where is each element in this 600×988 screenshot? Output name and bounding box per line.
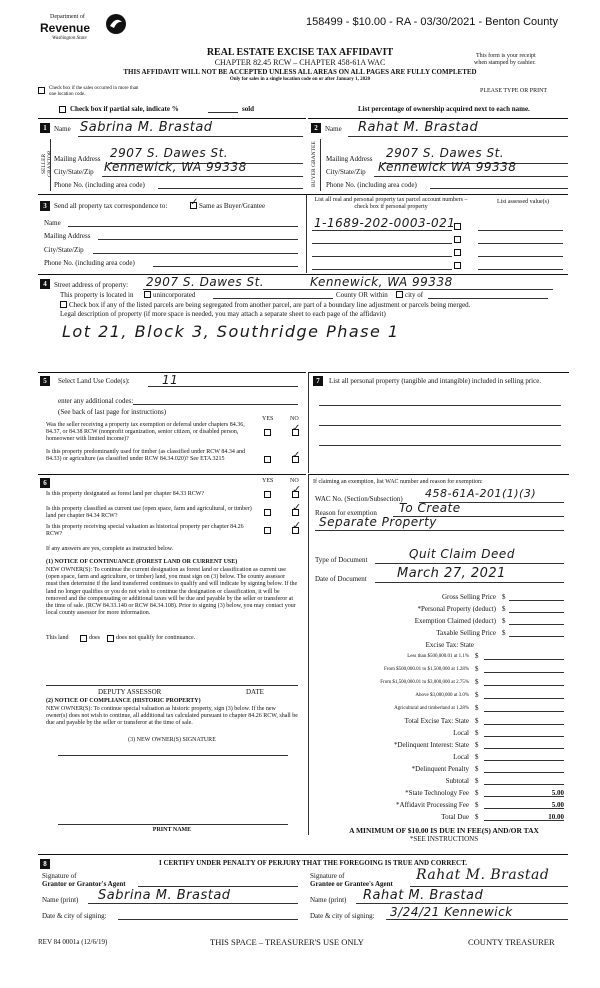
bracket-5-value[interactable] bbox=[484, 711, 564, 712]
section-2-badge: 2 bbox=[311, 123, 321, 133]
grantor-date-city-label: Date & city of signing: bbox=[42, 912, 107, 920]
taxable-value[interactable] bbox=[509, 636, 564, 637]
personal-property-line-1[interactable] bbox=[319, 405, 561, 406]
grantor-date-city-line[interactable] bbox=[118, 919, 298, 920]
local-label: Local bbox=[453, 729, 469, 737]
buyer-name[interactable]: Rahat M. Brastad bbox=[358, 120, 479, 135]
use-note: Only for sales in a single location code on or after January 1, 2020 bbox=[229, 77, 371, 82]
logo-revenue: Revenue bbox=[40, 21, 91, 35]
see-back-label: (See back of last page for instructions) bbox=[58, 408, 167, 416]
exemption-value[interactable] bbox=[509, 624, 564, 625]
seller-phone-label: Phone No. (including area code) bbox=[54, 181, 145, 189]
bracket-3-value[interactable] bbox=[484, 685, 564, 686]
seller-city[interactable]: Kennewick, WA 99338 bbox=[104, 160, 247, 174]
legal-description[interactable]: Lot 21, Block 3, Southridge Phase 1 bbox=[62, 322, 400, 341]
s3-phone-line[interactable] bbox=[153, 266, 298, 267]
street-city[interactable]: Kennewick, WA 99338 bbox=[310, 275, 453, 289]
deputy-label: DEPUTY ASSESSOR bbox=[98, 688, 162, 696]
buyer-city[interactable]: Kennewick WA 99338 bbox=[378, 160, 517, 174]
s3-mailing-label: Mailing Address bbox=[44, 232, 91, 240]
gross-value[interactable] bbox=[509, 600, 564, 601]
s3-name-label: Name bbox=[44, 219, 61, 227]
s6-q3-yes[interactable] bbox=[264, 527, 271, 534]
additional-codes-line[interactable] bbox=[133, 404, 298, 405]
section-8-badge: 8 bbox=[40, 859, 50, 869]
buyer-phone-line[interactable] bbox=[430, 188, 568, 189]
multi-location-label: Check box if the sales occurred in more than one location code. bbox=[49, 86, 139, 97]
parcel-header: List all real and personal property tax parcel account numbers – check box if personal property bbox=[314, 197, 468, 210]
delinq-penalty-value[interactable] bbox=[484, 772, 564, 773]
buyer-phone-label: Phone No. (including area code) bbox=[326, 181, 417, 189]
boundary-note: Check box if any of the listed parcels are being segregated from another parcel, are part of a boundary line adjustment or parcels being merged. bbox=[69, 301, 471, 309]
local-dollar: $ bbox=[475, 729, 479, 737]
county-treasurer: COUNTY TREASURER bbox=[468, 937, 555, 947]
taxable-label: Taxable Selling Price bbox=[436, 629, 496, 637]
tech-fee-dollar: $ bbox=[475, 789, 479, 797]
proc-fee-label: *Affidavit Processing Fee bbox=[396, 801, 469, 809]
bracket-2-label: From $500,000.01 to $1,500,000 at 1.28% bbox=[384, 667, 469, 672]
grantor-print-name[interactable]: Sabrina M. Brastad bbox=[98, 888, 231, 903]
street-address[interactable]: 2907 S. Dawes St. bbox=[146, 275, 265, 289]
receipt-note-1: This form is your receipt bbox=[476, 53, 536, 59]
section-6-badge: 6 bbox=[40, 478, 50, 488]
doc-date-label: Date of Document bbox=[315, 575, 367, 583]
print-name-line[interactable] bbox=[58, 824, 288, 825]
buyer-city-label: City/State/Zip bbox=[326, 168, 366, 176]
land-does-label: does bbox=[89, 635, 100, 641]
legal-label: Legal description of property (if more space is needed, you may attach a separate sheet to each page of the affidavit) bbox=[60, 310, 386, 318]
s6-no-header: NO bbox=[290, 478, 299, 484]
s5-q1-no-check: ✓ bbox=[292, 423, 301, 434]
bracket-5-dollar: $ bbox=[475, 704, 479, 712]
total-due-dollar: $ bbox=[475, 813, 479, 821]
city-of-line[interactable] bbox=[428, 298, 548, 299]
total-due-label: Total Due bbox=[441, 813, 469, 821]
section-7-badge: 7 bbox=[313, 376, 323, 386]
personal-property-label: List all personal property (tangible and intangible) included in selling price. bbox=[329, 377, 542, 385]
form-subtitle: CHAPTER 82.45 RCW – CHAPTER 458-61A WAC bbox=[214, 58, 386, 67]
minimum-note: A MINIMUM OF $10.00 IS DUE IN FEE(S) AND/OR TAX bbox=[349, 826, 539, 835]
s6-q2: Is this property classified as current use (open space, farm and agricultural, or timber) land per chapter 84.34 RCW? bbox=[46, 506, 252, 519]
delinq-penalty-label: *Delinquent Penalty bbox=[411, 765, 469, 773]
new-owner-sig-label: (3) NEW OWNER(S) SIGNATURE bbox=[128, 737, 216, 743]
assessed-1-line[interactable] bbox=[478, 230, 563, 231]
parcel-2-personal-checkbox[interactable] bbox=[454, 236, 461, 243]
delinq-state-dollar: $ bbox=[475, 741, 479, 749]
section-1-badge: 1 bbox=[40, 123, 50, 133]
treasurer-space: THIS SPACE – TREASURER'S USE ONLY bbox=[210, 937, 364, 947]
total-due-value[interactable]: 10.00 bbox=[548, 813, 564, 821]
s5-q1: Was the seller receiving a property tax exemption or deferral under chapters 84.36, 84.37, or 84.38 RCW (nonprofit organization, senior citizen, or disabled person, homeowner with limited income)? bbox=[46, 422, 245, 442]
deputy-sig-line[interactable] bbox=[46, 685, 298, 686]
section-4 bbox=[38, 274, 568, 371]
land-does-not-label: does not qualify for continuance. bbox=[116, 635, 196, 641]
see-instructions: *SEE INSTRUCTIONS bbox=[409, 835, 479, 843]
land-does-not-checkbox[interactable] bbox=[107, 635, 114, 642]
parcel-4-line[interactable] bbox=[312, 269, 452, 270]
land-use-code[interactable]: 11 bbox=[162, 373, 179, 387]
section-4-badge: 4 bbox=[40, 279, 50, 289]
print-name-label: PRINT NAME bbox=[152, 827, 192, 833]
s6-q3: Is this property receiving special valuation as historical property per chapter 84.26 RCW? bbox=[46, 524, 244, 537]
s6-q1: Is this property designated as forest land per chapter 84.33 RCW? bbox=[46, 491, 205, 497]
personal-property-line-3[interactable] bbox=[319, 445, 561, 446]
seller-phone-line[interactable] bbox=[158, 188, 303, 189]
grantee-sig-label-2: Grantee or Grantee's Agent bbox=[310, 880, 393, 888]
subtotal-dollar: $ bbox=[475, 777, 479, 785]
form-warning: THIS AFFIDAVIT WILL NOT BE ACCEPTED UNLESS ALL AREAS ON ALL PAGES ARE FULLY COMPLETED bbox=[123, 68, 477, 76]
s6-q1-no-check: ✓ bbox=[292, 483, 302, 496]
taxable-dollar: $ bbox=[502, 629, 506, 637]
gross-label: Gross Selling Price bbox=[441, 593, 496, 601]
county-line[interactable] bbox=[213, 298, 333, 299]
this-land-label: This land bbox=[46, 635, 69, 641]
bracket-1-value[interactable] bbox=[484, 659, 564, 660]
partial-sale-checkbox[interactable] bbox=[59, 106, 66, 113]
street-label: Street address of property: bbox=[54, 281, 129, 289]
bracket-4-label: Above $3,000,000 at 3.0% bbox=[415, 693, 469, 698]
grantor-sig-line[interactable] bbox=[138, 886, 298, 887]
ownership-note: List percentage of ownership acquired next to each name. bbox=[358, 105, 530, 113]
grantor-print-label: Name (print) bbox=[42, 896, 79, 904]
reason-label: Reason for exemption bbox=[315, 509, 377, 517]
form-revision: REV 84 0001a (12/6/19) bbox=[38, 938, 108, 946]
parcel-2-line[interactable] bbox=[312, 243, 452, 244]
proc-fee-dollar: $ bbox=[475, 801, 479, 809]
subtotal-label: Subtotal bbox=[445, 777, 469, 785]
total-state-value[interactable] bbox=[484, 724, 564, 725]
city-of-label: city of bbox=[405, 291, 424, 299]
excise-state-label: Excise Tax: State bbox=[425, 641, 474, 649]
bracket-1-label: Less than $500,000.01 at 1.1% bbox=[407, 654, 469, 659]
parcel-number[interactable]: 1-1689-202-0003-021 bbox=[314, 216, 456, 230]
additional-codes-label: enter any additional codes: bbox=[58, 397, 134, 405]
grantee-date-city[interactable]: 3/24/21 Kennewick bbox=[390, 905, 513, 919]
s6-yes-header: YES bbox=[262, 478, 274, 484]
tech-fee-label: *State Technology Fee bbox=[405, 789, 469, 797]
same-as-buyer-check-mark: ✓ bbox=[190, 197, 199, 208]
s5-yes-header: YES bbox=[262, 416, 274, 422]
bracket-3-dollar: $ bbox=[475, 678, 479, 686]
partial-sale-label: Check box if partial sale, indicate % bbox=[70, 105, 179, 113]
section-7 bbox=[308, 372, 569, 473]
county-label: County OR within bbox=[336, 291, 388, 299]
personal-dollar: $ bbox=[502, 605, 506, 613]
seller-name-label: Name bbox=[54, 125, 71, 133]
buyer-block bbox=[308, 118, 568, 193]
recording-stamp: 158499 - $10.00 - RA - 03/30/2021 - Benton County bbox=[306, 16, 558, 28]
s5-q2-yes[interactable] bbox=[264, 456, 271, 463]
parcel-3-line[interactable] bbox=[312, 256, 452, 257]
delinq-state-label: *Delinquent Interest: State bbox=[393, 741, 469, 749]
notice-2-body: NEW OWNER(S): To continue special valuation as historic property, sign (3) below. If the new owner(s) does not wish to continue, all additional tax calculated pursuant to chapter 84.26 RCW, shall be due and payable by the seller or transferor at the time of sale. bbox=[46, 706, 298, 727]
s5-q2: Is this property predominantly used for timber (as classified under RCW 84.34 and 84.33) or agriculture (as classified under RCW 84.34.020)? See ETA 3215 bbox=[46, 449, 246, 462]
assessed-3-line[interactable] bbox=[478, 256, 563, 257]
grantee-signature[interactable]: Rahat M. Brastad bbox=[416, 867, 550, 883]
section-3-badge: 3 bbox=[40, 201, 50, 211]
partial-pct-line[interactable] bbox=[208, 112, 238, 113]
s5-q1-yes[interactable] bbox=[264, 429, 271, 436]
local-value[interactable] bbox=[484, 736, 564, 737]
boundary-checkbox[interactable] bbox=[60, 301, 67, 308]
bracket-2-dollar: $ bbox=[475, 665, 479, 673]
s6-q1-yes[interactable] bbox=[264, 491, 271, 498]
parcel-4-personal-checkbox[interactable] bbox=[454, 262, 461, 269]
buyer-name-label: Name bbox=[325, 125, 342, 133]
gross-dollar: $ bbox=[502, 593, 506, 601]
assessed-4-line[interactable] bbox=[478, 269, 563, 270]
notice-2-title: (2) NOTICE OF COMPLIANCE (HISTORIC PROPERTY) bbox=[46, 698, 201, 704]
s6-if-yes: If any answers are yes, complete as instructed below. bbox=[46, 546, 174, 552]
grantor-sig-label-2: Grantor or Grantor's Agent bbox=[42, 880, 126, 888]
buyer-mailing[interactable]: 2907 S. Dawes St. bbox=[386, 146, 505, 160]
certify-statement: I CERTIFY UNDER PENALTY OF PERJURY THAT THE FOREGOING IS TRUE AND CORRECT. bbox=[158, 859, 467, 867]
s6-q2-no-check: ✓ bbox=[292, 501, 302, 514]
personal-property-line-2[interactable] bbox=[319, 425, 561, 426]
unincorporated-checkbox[interactable] bbox=[144, 291, 151, 298]
buyer-side-label: BUYER GRANTEE bbox=[311, 141, 317, 187]
deputy-date-label: DATE bbox=[246, 688, 264, 696]
doc-type-label: Type of Document bbox=[315, 556, 368, 564]
same-as-buyer-label: Same as Buyer/Grantee bbox=[199, 202, 266, 210]
exemption-label: Exemption Claimed (deduct) bbox=[414, 617, 496, 625]
assessed-2-line[interactable] bbox=[478, 243, 563, 244]
partial-sale-check[interactable] bbox=[59, 105, 66, 113]
total-state-dollar: $ bbox=[475, 717, 479, 725]
grantee-print-label: Name (print) bbox=[310, 896, 347, 904]
partial-sold-label: sold bbox=[242, 105, 255, 113]
notice-1-title: (1) NOTICE OF CONTINUANCE (FOREST LAND OR CURRENT USE) bbox=[46, 559, 238, 565]
personal-label: *Personal Property (deduct) bbox=[417, 605, 496, 613]
logo-dept: Department of bbox=[50, 14, 85, 20]
dor-logo bbox=[38, 12, 128, 48]
seller-block bbox=[38, 118, 306, 193]
unincorporated-label: unincorporated bbox=[153, 291, 196, 299]
s3-city-line[interactable] bbox=[93, 253, 298, 254]
s6-q3-no-check: ✓ bbox=[292, 519, 302, 532]
notice-1-body: NEW OWNER(S): To continue the current designation as forest land or classification as current use (open space, farm and agriculture, or timber) land, you must sign on (3) below. The county assessor must then determine if the land transferred continues to qualify and will indicate by signing below. If the land no longer qualifies or you do not wish to continue the designation or classification, it will be removed and the compensating or additional taxes will be due and payable by the seller or transferor at the time of sale. (RCW 84.33.140 or RCW 84.34.108). Prior to signing (3) below, you may contact your local county assessor for more information. bbox=[46, 567, 298, 617]
delinq-penalty-dollar: $ bbox=[475, 765, 479, 773]
seller-mailing-label: Mailing Address bbox=[54, 155, 101, 163]
type-or-print: PLEASE TYPE OR PRINT bbox=[480, 88, 548, 94]
exemption-dollar: $ bbox=[502, 617, 506, 625]
parcel-1-personal-checkbox[interactable] bbox=[454, 223, 461, 230]
s6-q2-yes[interactable] bbox=[264, 509, 271, 516]
local2-value[interactable] bbox=[484, 760, 564, 761]
buyer-mailing-label: Mailing Address bbox=[326, 155, 373, 163]
wa-logo-icon bbox=[104, 12, 128, 36]
total-state-label: Total Excise Tax: State bbox=[404, 717, 469, 725]
s5-no-header: NO bbox=[290, 416, 299, 422]
s3-city-label: City/State/Zip bbox=[44, 246, 84, 254]
proc-fee-value[interactable]: 5.00 bbox=[551, 801, 564, 809]
bracket-1-dollar: $ bbox=[475, 652, 479, 660]
tech-fee-value[interactable]: 5.00 bbox=[551, 789, 564, 797]
personal-value[interactable] bbox=[509, 612, 564, 613]
within-city-checkbox[interactable] bbox=[396, 291, 403, 298]
s5-q2-no-check: ✓ bbox=[292, 450, 301, 461]
section-3 bbox=[38, 194, 568, 273]
grantee-print-name[interactable]: Rahat M. Brastad bbox=[363, 888, 484, 903]
reason-line-2[interactable]: Separate Property bbox=[319, 515, 437, 529]
land-does-checkbox[interactable] bbox=[80, 635, 87, 642]
land-use-label: Select Land Use Code(s): bbox=[58, 377, 130, 385]
grantor-sig-label-1: Signature of bbox=[42, 872, 77, 880]
exemption-and-tax bbox=[308, 474, 569, 835]
bracket-3-label: From $1,500,000.01 to $3,000,000 at 2.75% bbox=[380, 680, 469, 685]
located-in-label: This property is located in bbox=[60, 291, 134, 299]
reason-line-1[interactable]: To Create bbox=[399, 501, 461, 515]
subtotal-value[interactable] bbox=[484, 784, 564, 785]
seller-city-label: City/State/Zip bbox=[54, 168, 94, 176]
seller-mailing[interactable]: 2907 S. Dawes St. bbox=[110, 146, 229, 160]
bracket-4-dollar: $ bbox=[475, 691, 479, 699]
delinq-state-value[interactable] bbox=[484, 748, 564, 749]
receipt-note-2: when stamped by cashier. bbox=[474, 60, 536, 66]
bracket-2-value[interactable] bbox=[484, 672, 564, 673]
form-title: REAL ESTATE EXCISE TAX AFFIDAVIT bbox=[206, 47, 394, 58]
parcel-3-personal-checkbox[interactable] bbox=[454, 249, 461, 256]
grantee-sig-label-1: Signature of bbox=[310, 872, 345, 880]
wac-label: WAC No. (Section/Subsection) bbox=[315, 495, 403, 503]
send-to-label: Send all property tax correspondence to: bbox=[54, 202, 168, 210]
logo-state: Washington State bbox=[52, 36, 87, 41]
section-5-badge: 5 bbox=[40, 376, 50, 386]
section-5 bbox=[38, 372, 306, 473]
seller-name[interactable]: Sabrina M. Brastad bbox=[80, 120, 213, 135]
local2-dollar: $ bbox=[475, 753, 479, 761]
exemption-claim-label: If claiming an exemption, list WAC number and reason for exemption: bbox=[313, 479, 483, 485]
bracket-5-label: Agricultural and timberland at 1.28% bbox=[394, 706, 469, 711]
local2-label: Local bbox=[453, 753, 469, 761]
seller-side-label: SELLER GRANTOR bbox=[41, 150, 53, 178]
section-8 bbox=[38, 854, 568, 931]
s3-name-line[interactable] bbox=[68, 226, 298, 227]
grantee-date-city-label: Date & city of signing: bbox=[310, 912, 375, 920]
doc-date[interactable]: March 27, 2021 bbox=[397, 566, 506, 581]
multi-location-checkbox[interactable] bbox=[38, 87, 45, 94]
s3-phone-label: Phone No. (including area code) bbox=[44, 259, 135, 267]
doc-type[interactable]: Quit Claim Deed bbox=[409, 547, 515, 561]
section-6 bbox=[38, 474, 306, 835]
bracket-4-value[interactable] bbox=[484, 698, 564, 699]
new-owner-sig-line[interactable] bbox=[58, 755, 288, 756]
wac-number[interactable]: 458-61A-201(1)(3) bbox=[425, 487, 537, 500]
multi-location-check[interactable] bbox=[38, 86, 45, 94]
s3-mailing-line[interactable] bbox=[98, 239, 298, 240]
assessed-header: List assessed value(s) bbox=[497, 199, 549, 205]
